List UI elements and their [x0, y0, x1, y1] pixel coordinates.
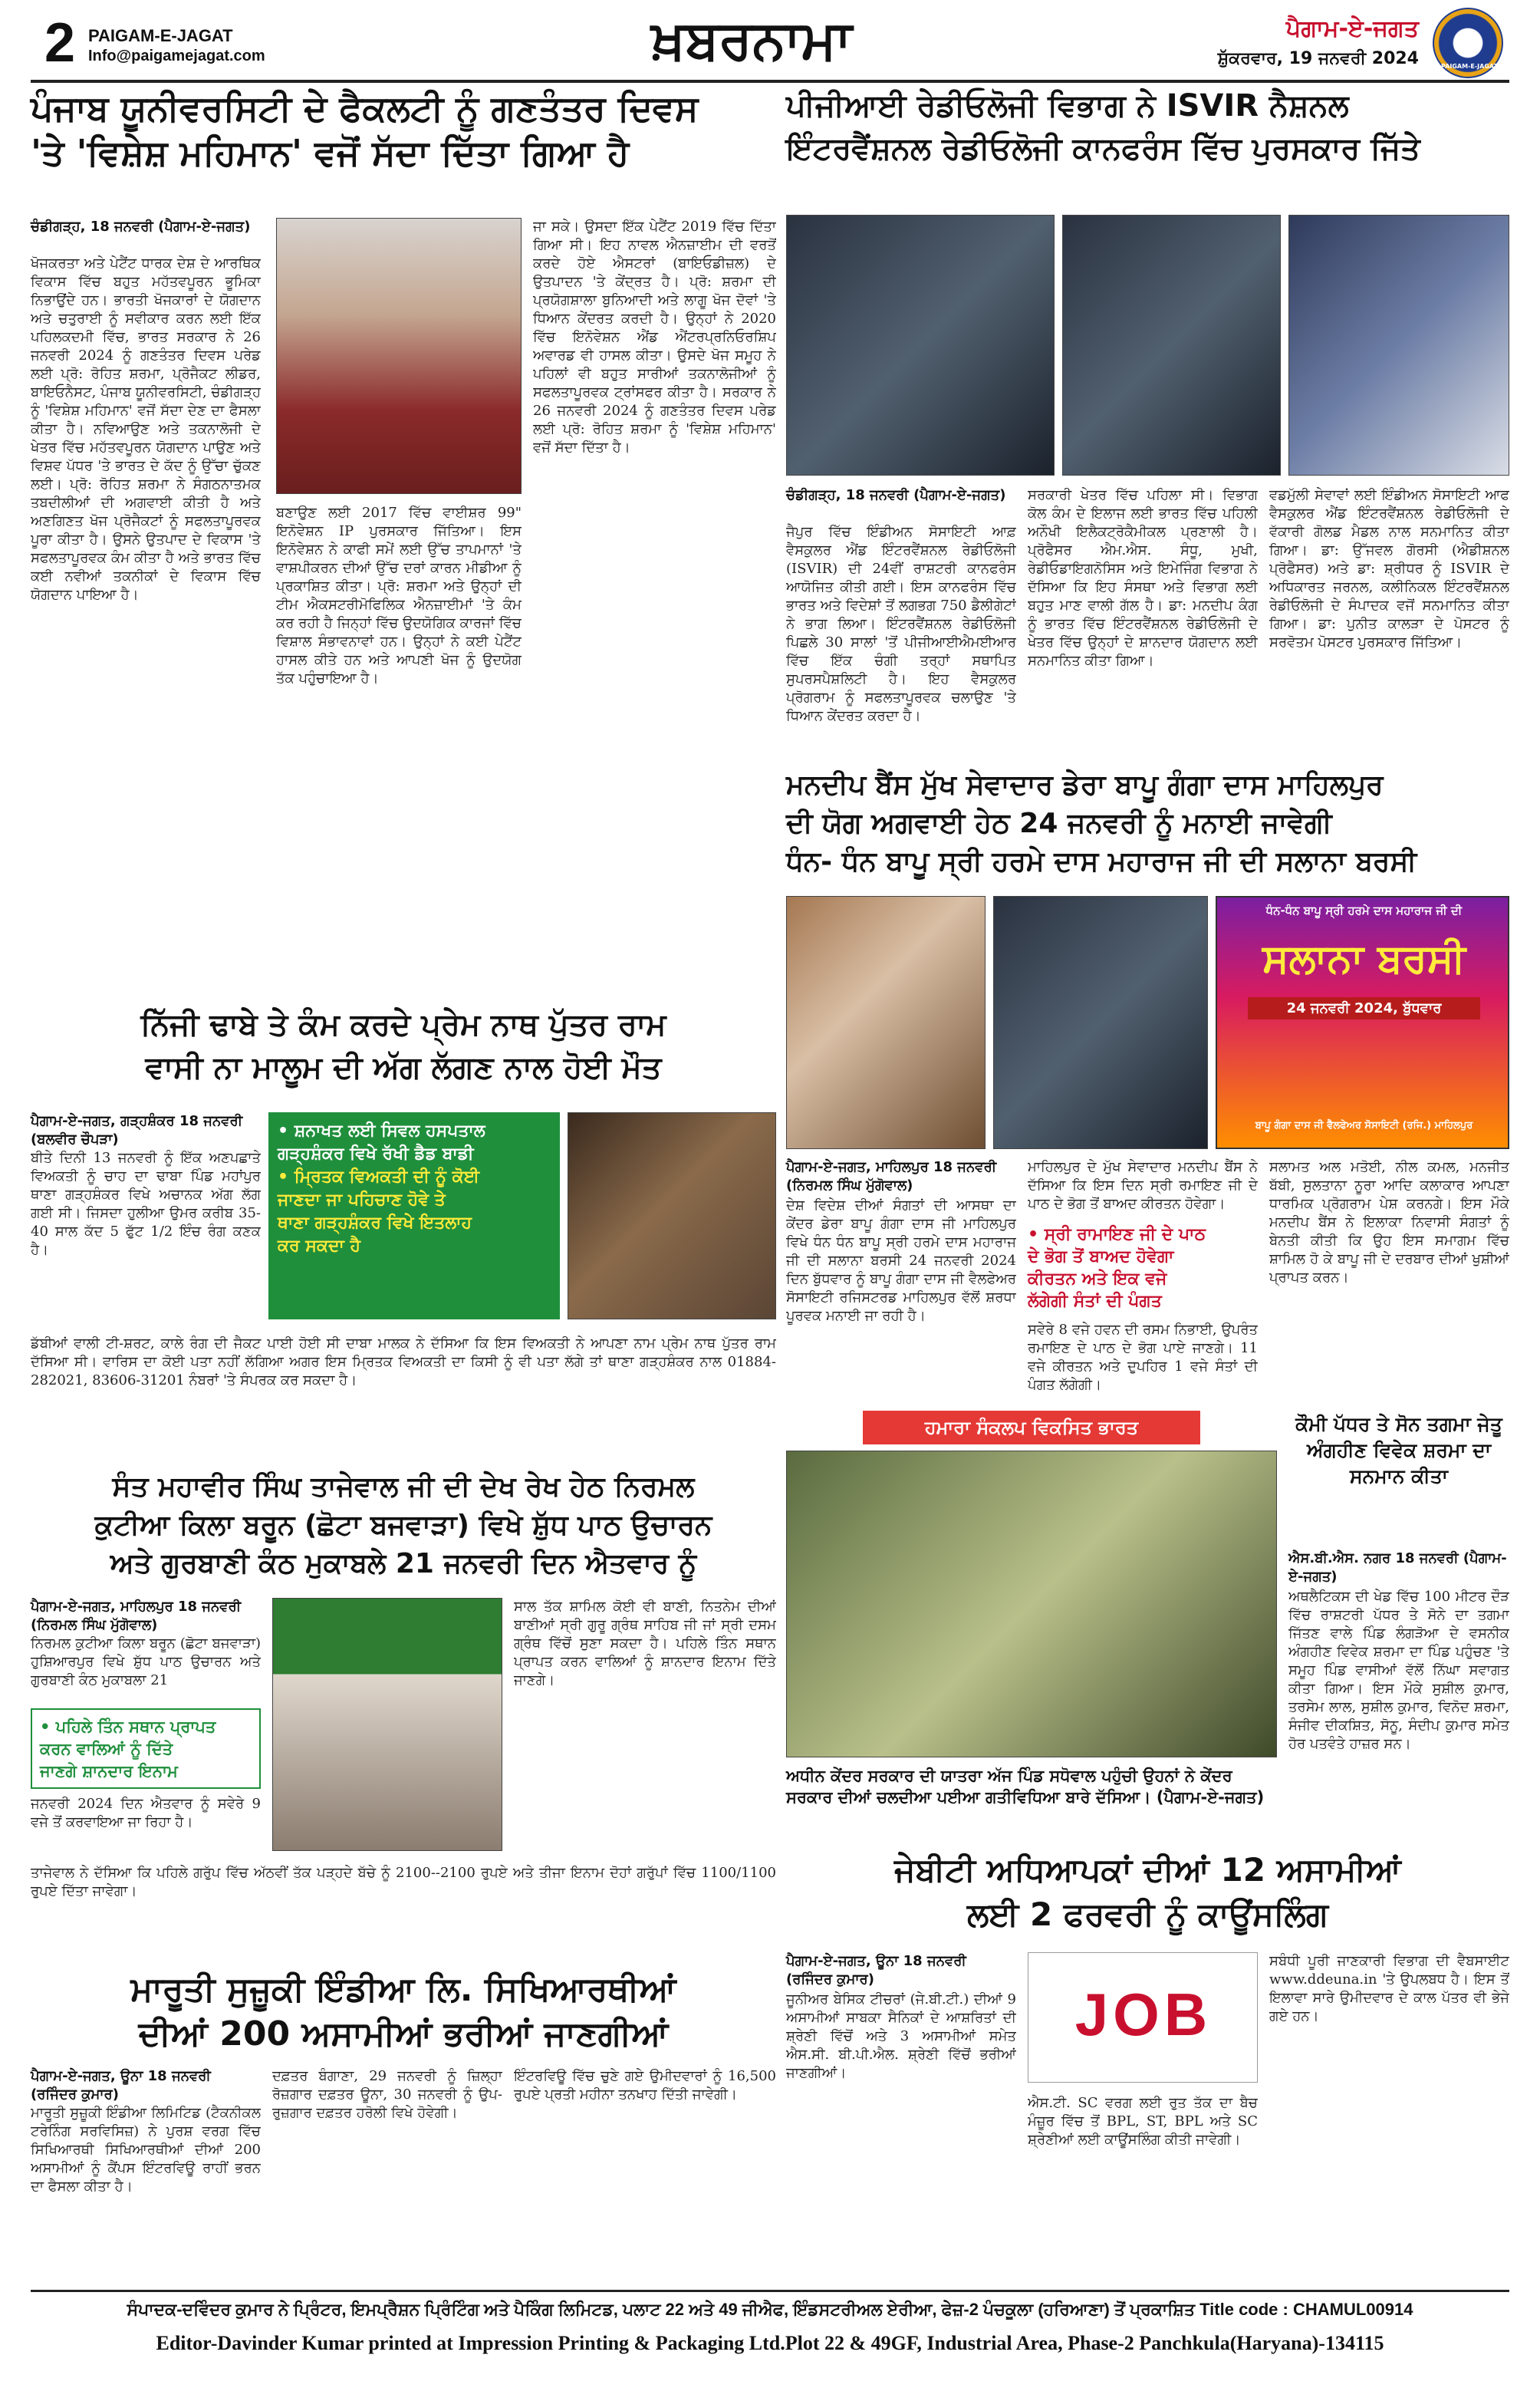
story5-bottom: ਤਾਜੇਵਾਲ ਨੇ ਦੱਸਿਆ ਕਿ ਪਹਿਲੇ ਗਰੁੱਪ ਵਿੱਚ ਅੱਠਵੀਂ ਤੱਕ ਪੜ੍ਹਦੇ ਬੱਚੇ ਨੂੰ 2100--2100 ਰੁਪਏ ਅਤੇ ਤੀਜਾ ਇਨਾਮ ਦੋਹਾਂ ਗਰੁੱਪਾਂ ਵਿੱਚ 1100/1100 ਰੁਪਏ ਦਿੱਤਾ ਜਾਵੇਗਾ। [31, 1865, 776, 1899]
logo-icon [1433, 8, 1503, 78]
story5-box-line2: ਕਰਨ ਵਾਲਿਆਂ ਨੂੰ ਦਿੱਤੇ [40, 1740, 173, 1758]
page-header [0, 0, 1540, 84]
paper-name: ਪੈਗਾਮ-ਏ-ਜਗਤ [1285, 15, 1419, 42]
award-photo-1 [786, 215, 1055, 476]
story7-dateline: ਐਸ.ਬੀ.ਐਸ. ਨਗਰ 18 ਜਨਵਰੀ (ਪੈਗਾਮ-ਏ-ਜਗਤ) [1288, 1550, 1507, 1585]
poster-date: 24 ਜਨਵਰੀ 2024, ਬੁੱਧਵਾਰ [1248, 997, 1480, 1019]
viksit-caption: ਅਧੀਨ ਕੇਂਦਰ ਸਰਕਾਰ ਦੀ ਯਾਤਰਾ ਅੱਜ ਪਿੰਡ ਸਧੋਵਾਲ ਪਹੁੰਚੀ ਉਹਨਾਂ ਨੇ ਕੇਂਦਰ ਸਰਕਾਰ ਦੀਆਂ ਚਲਦੀਆ ਪਈਆ ਗਤੀਵਿਧਿਆ ਬਾਰੇ ਦੱਸਿਆ। (ਪੈਗਾਮ-ਏ-ਜਗਤ) [786, 1767, 1265, 1807]
story9-col2: ਦਫ਼ਤਰ ਬੰਗਾਣਾ, 29 ਜਨਵਰੀ ਨੂੰ ਜ਼ਿਲ੍ਹਾ ਰੋਜ਼ਗਾਰ ਦਫ਼ਤਰ ਊਨਾ, 30 ਜਨਵਰੀ ਨੂੰ ਉਪ-ਰੁਜ਼ਗਾਰ ਦਫ਼ਤਰ ਹਰੋਲੀ ਵਿਖੇ ਹੋਵੇਗੀ। [272, 2068, 502, 2121]
portrait-photo [276, 218, 522, 494]
story5-headline-line3: ਅਤੇ ਗੁਰਬਾਣੀ ਕੰਠ ਮੁਕਾਬਲੇ 21 ਜਨਵਰੀ ਦਿਨ ਐਤਵਾਰ ਨੂੰ [110, 1548, 697, 1579]
story1-col3: ਜਾ ਸਕੇ। ਉਸਦਾ ਇੱਕ ਪੇਟੈਂਟ 2019 ਵਿੱਚ ਦਿੱਤਾ ਗਿਆ ਸੀ। ਇਹ ਨਾਵਲ ਐਨਜ਼ਾਈਮ ਦੀ ਵਰਤੋਂ ਕਰਦੇ ਹੋਏ ਐਸਟਰਾਂ (ਬਾਇਓਡੀਜ਼ਲ) ਦੇ ਉਤਪਾਦਨ 'ਤੇ ਕੇਂਦ੍ਰਤ ਹੈ। ਪ੍ਰੋ: ਸ਼ਰਮਾ ਦੀ ਪ੍ਰਯੋਗਸ਼ਾਲਾ ਬੁਨਿਆਦੀ ਅਤੇ ਲਾਗੂ ਖੋਜ ਦੋਵਾਂ 'ਤੇ ਧਿਆਨ ਕੇਂਦਰਤ ਕਰਦੀ ਹੈ। ਉਨ੍ਹਾਂ ਨੇ 2020 ਵਿੱਚ ਇਨੋਵੇਸ਼ਨ ਐਂਡ ਐਂਟਰਪ੍ਰਨਿਓਰਸ਼ਿਪ ਅਵਾਰਡ ਵੀ ਹਾਸਲ ਕੀਤਾ। ਉਸਦੇ ਖੋਜ ਸਮੂਹ ਨੇ ਪਹਿਲਾਂ ਵੀ ਬਹੁਤ ਸਾਰੀਆਂ ਤਕਨਾਲੋਜੀਆਂ ਨੂੰ ਸਫਲਤਾਪੂਰਵਕ ਟ੍ਰਾਂਸਫਰ ਕੀਤਾ ਹੈ। ਸਰਕਾਰ ਨੇ 26 ਜਨਵਰੀ 2024 ਨੂੰ ਗਣਤੰਤਰ ਦਿਵਸ ਪਰੇਡ ਲਈ ਪ੍ਰੋ: ਰੋਹਿਤ ਸ਼ਰਮਾ ਨੂੰ 'ਵਿਸ਼ੇਸ਼ ਮਹਿਮਾਨ' ਵਜੋਂ ਸੱਦਾ ਦਿੱਤਾ ਹੈ। [533, 219, 776, 456]
story5-col3: ਸਾਲ ਤੱਕ ਸ਼ਾਮਿਲ ਕੋਈ ਵੀ ਬਾਣੀ, ਨਿਤਨੇਮ ਦੀਆਂ ਬਾਣੀਆਂ ਸ੍ਰੀ ਗੁਰੂ ਗ੍ਰੰਥ ਸਾਹਿਬ ਜੀ ਜਾਂ ਸ੍ਰੀ ਦਸਮ ਗ੍ਰੰਥ ਵਿੱਚੋਂ ਸੁਣਾ ਸਕਦਾ ਹੈ। ਪਹਿਲੇ ਤਿੰਨ ਸਥਾਨ ਪ੍ਰਾਪਤ ਕਰਨ ਵਾਲਿਆਂ ਨੂੰ ਸ਼ਾਨਦਾਰ ਇਨਾਮ ਦਿੱਤੇ ਜਾਣਗੇ। [514, 1599, 776, 1688]
story4-headline-line2: ਵਾਸੀ ਨਾ ਮਾਲੂਮ ਦੀ ਅੱਗ ਲੱਗਣ ਨਾਲ ਹੋਈ ਮੌਤ [145, 1050, 662, 1085]
story4-box-line3: • ਮ੍ਰਿਤਕ ਵਿਅਕਤੀ ਦੀ ਨੂੰ ਕੋਈ [278, 1168, 480, 1187]
story9-col3: ਇੰਟਰਵਿਊ ਵਿੱਚ ਚੁਣੇ ਗਏ ਉਮੀਦਵਾਰਾਂ ਨੂੰ 16,500 ਰੁਪਏ ਪ੍ਰਤੀ ਮਹੀਨਾ ਤਨਖਾਹ ਦਿੱਤੀ ਜਾਵੇਗੀ। [514, 2068, 776, 2103]
story4-headline-line1: ਨਿੱਜੀ ਢਾਬੇ ਤੇ ਕੰਮ ਕਰਦੇ ਪ੍ਰੇਮ ਨਾਥ ਪੁੱਤਰ ਰਾਮ [140, 1007, 666, 1042]
story4-box-line6: ਕਰ ਸਕਦਾ ਹੈ [278, 1237, 360, 1256]
saint-photo [786, 896, 986, 1149]
story3-col2b: ਸਵੇਰੇ 8 ਵਜੇ ਹਵਨ ਦੀ ਰਸਮ ਨਿਭਾਈ, ਉਪਰੰਤ ਰਮਾਇਣ ਦੇ ਪਾਠ ਦੇ ਭੋਗ ਪਾਏ ਜਾਣਗੇ। 11 ਵਜੇ ਕੀਰਤਨ ਅਤੇ ਦੁਪਹਿਰ 1 ਵਜੇ ਸੰਤਾਂ ਦੀ ਪੰਗਤ ਲੱਗੇਗੀ। [1028, 1322, 1258, 1393]
poster-top-text: ਧੰਨ-ਧੰਨ ਬਾਪੂ ਸ੍ਰੀ ਹਰਮੇ ਦਾਸ ਮਹਾਰਾਜ ਜੀ ਦੀ [1265, 904, 1463, 917]
story-pu-faculty [31, 86, 776, 991]
story1-headline-line1: ਪੰਜਾਬ ਯੂਨੀਵਰਸਿਟੀ ਦੇ ਫੈਕਲਟੀ ਨੂੰ ਗਣਤੰਤਰ ਦਿਵਸ [31, 87, 699, 129]
story1-headline-line2: 'ਤੇ 'ਵਿਸ਼ੇਸ਼ ਮਹਿਮਾਨ' ਵਜੋਂ ਸੱਦਾ ਦਿੱਤਾ ਗਿਆ ਹੈ [31, 132, 630, 173]
story7-body: ਅਥਲੈਟਿਕਸ ਦੀ ਖੇਡ ਵਿੱਚ 100 ਮੀਟਰ ਦੌੜ ਵਿੱਚ ਰਾਸ਼ਟਰੀ ਪੱਧਰ ਤੇ ਸੋਨੇ ਦਾ ਤਗਮਾ ਜਿੱਤਣ ਵਾਲੇ ਪਿੰਡ ਲੰਗੜੋਆ ਦੇ ਵਸਨੀਕ ਅੰਗਹੀਣ ਵਿਵੇਕ ਸ਼ਰਮਾ ਦਾ ਪਿੰਡ ਪਹੁੰਚਣ 'ਤੇ ਸਮੂਹ ਪਿੰਡ ਵਾਸੀਆਂ ਵੱਲੋਂ ਨਿੱਘਾ ਸਵਾਗਤ ਕੀਤਾ ਗਿਆ। ਇਸ ਮੌਕੇ ਸੁਸ਼ੀਲ ਕੁਮਾਰ, ਤਰਸੇਮ ਲਾਲ, ਸੁਸ਼ੀਲ ਕੁਮਾਰ, ਵਿਨੋਦ ਸ਼ਰਮਾ, ਸੰਜੀਵ ਦੀਕਸ਼ਿਤ, ਸੋਨੂ, ਸੰਦੀਪ ਕੁਮਾਰ ਸਮੇਤ ਹੋਰ ਪਤਵੰਤੇ ਹਾਜ਼ਰ ਸਨ। [1288, 1589, 1509, 1752]
award-photo-3 [1288, 215, 1509, 476]
story9-col1: ਮਾਰੂਤੀ ਸੁਜ਼ੂਕੀ ਇੰਡੀਆ ਲਿਮਿਟਿਡ (ਟੈਕਨੀਕਲ ਟਰੇਨਿੰਗ ਸਰਵਿਸਿਜ਼) ਨੇ ਪੁਰਸ਼ ਵਰਗ ਵਿੱਚ ਸਿਖਿਆਰਥੀ ਸਿਖਿਆਰਥੀਆਂ ਦੀਆਂ 200 ਅਸਾਮੀਆਂ ਨੂੰ ਕੈਂਪਸ ਇੰਟਰਵਿਊ ਰਾਹੀਂ ਭਰਨ ਦਾ ਫੈਸਲਾ ਕੀਤਾ ਹੈ। [31, 2105, 261, 2195]
barsi-poster [1216, 896, 1509, 1149]
story5-greenbox [31, 1708, 261, 1789]
story5-col1b: ਜਨਵਰੀ 2024 ਦਿਨ ਐਤਵਾਰ ਨੂੰ ਸਵੇਰੇ 9 ਵਜੇ ਤੋਂ ਕਰਵਾਇਆ ਜਾ ਰਿਹਾ ਹੈ। [31, 1796, 261, 1830]
victim-photo [568, 1112, 776, 1319]
story4-box-line4: ਜਾਣਦਾ ਜਾ ਪਹਿਚਾਣ ਹੋਵੇ ਤੇ [278, 1191, 446, 1210]
story5-col1: ਨਿਰਮਲ ਕੁਟੀਆ ਕਿਲਾ ਬਰੂਨ (ਛੋਟਾ ਬਜਵਾੜਾ) ਹੁਸ਼ਿਆਰਪੁਰ ਵਿਖੇ ਸ਼ੁੱਧ ਪਾਠ ਉਚਾਰਨ ਅਤੇ ਗੁਰਬਾਣੀ ਕੰਠ ਮੁਕਾਬਲਾ 21 [31, 1635, 261, 1688]
story3-box-line1: • ਸ੍ਰੀ ਰਾਮਾਇਣ ਜੀ ਦੇ ਪਾਠ [1028, 1225, 1206, 1244]
story1-col1: ਖੋਜਕਰਤਾ ਅਤੇ ਪੇਟੈਂਟ ਧਾਰਕ ਦੇਸ਼ ਦੇ ਆਰਥਿਕ ਵਿਕਾਸ ਵਿੱਚ ਬਹੁਤ ਮਹੱਤਵਪੂਰਨ ਭੂਮਿਕਾ ਨਿਭਾਉਂਦੇ ਹਨ। ਭਾਰਤੀ ਖੋਜਕਾਰਾਂ ਦੇ ਯੋਗਦਾਨ ਅਤੇ ਚਤੁਰਾਈ ਨੂੰ ਸਵੀਕਾਰ ਕਰਨ ਲਈ ਇੱਕ ਪਹਿਲਕਦਮੀ ਵਿੱਚ, ਭਾਰਤ ਸਰਕਾਰ ਨੇ 26 ਜਨਵਰੀ 2024 ਨੂੰ ਗਣਤੰਤਰ ਦਿਵਸ ਪਰੇਡ ਲਈ ਪ੍ਰੋ: ਰੋਹਿਤ ਸ਼ਰਮਾ, ਪ੍ਰੋਜੈਕਟ ਲੀਡਰ, ਬਾਇਓਨੈਸਟ, ਪੰਜਾਬ ਯੂਨੀਵਰਸਿਟੀ, ਚੰਡੀਗੜ੍ਹ ਨੂੰ 'ਵਿਸ਼ੇਸ਼ ਮਹਿਮਾਨ' ਵਜੋਂ ਸੱਦਾ ਦੇਣ ਦਾ ਫੈਸਲਾ ਕੀਤਾ ਹੈ। ਨਵਿਆਉਣ ਅਤੇ ਤਕਨਾਲੋਜੀ ਦੇ ਖੇਤਰ ਵਿੱਚ ਮਹੱਤਵਪੂਰਨ ਯੋਗਦਾਨ ਪਾਉਣ ਅਤੇ ਵਿਸ਼ਵ ਪੱਧਰ 'ਤੇ ਭਾਰਤ ਦੇ ਕੱਦ ਨੂੰ ਉੱਚਾ ਚੁੱਕਣ ਲਈ। ਪ੍ਰੋ: ਰੋਹਿਤ ਸ਼ਰਮਾ ਨੇ ਸੰਗਠਨਾਤਮਕ ਤਬਦੀਲੀਆਂ ਦੀ ਅਗਵਾਈ ਕੀਤੀ ਹੈ ਅਤੇ ਅਣਗਿਣਤ ਖੋਜ ਪ੍ਰੋਜੈਕਟਾਂ ਨੂੰ ਸਫਲਤਾਪੂਰਵਕ ਪੂਰਾ ਕੀਤਾ ਹੈ। ਉਸਨੇ ਉਤਪਾਦ ਦੇ ਵਿਕਾਸ 'ਤੇ ਸਫਲਤਾਪੂਰਵਕ ਕੰਮ ਕੀਤਾ ਹੈ ਅਤੇ ਭਾਰਤ ਵਿੱਚ ਕਈ ਨਵੀਆਂ ਤਕਨੀਕਾਂ ਦੇ ਵਿਕਾਸ ਵਿੱਚ ਯੋਗਦਾਨ ਪਾਇਆ ਹੈ। [31, 255, 261, 603]
story3-box-line2: ਦੇ ਭੋਗ ਤੋਂ ਬਾਅਦ ਹੋਵੇਗਾ [1028, 1247, 1174, 1266]
story1-dateline: ਚੰਡੀਗੜ੍ਹ, 18 ਜਨਵਰੀ (ਪੈਗਾਮ-ਏ-ਜਗਤ) [31, 219, 251, 235]
viksit-banner: ਹਮਾਰਾ ਸੰਕਲਪ ਵਿਕਸਿਤ ਭਾਰਤ [863, 1411, 1200, 1444]
story2-col3: ਵਡਮੁੱਲੀ ਸੇਵਾਵਾਂ ਲਈ ਇੰਡੀਅਨ ਸੋਸਾਇਟੀ ਆਫ ਵੈਸਕੁਲਰ ਐਂਡ ਇੰਟਰਵੈਂਸ਼ਨਲ ਰੇਡੀਓਲੋਜੀ ਦੇ ਵੱਕਾਰੀ ਗੋਲਡ ਮੈਡਲ ਨਾਲ ਸਨਮਾਨਿਤ ਕੀਤਾ ਗਿਆ। ਡਾ: ਉੱਜਵਲ ਗੋਰਸੀ (ਐਡੀਸ਼ਨਲ ਪ੍ਰੋਫੈਸਰ) ਅਤੇ ਡਾ: ਸ਼੍ਰੀਧਰ ਨੂੰ ISVIR ਦੇ ਅਧਿਕਾਰਤ ਜਰਨਲ, ਕਲੀਨਿਕਲ ਇੰਟਰਵੈਂਸ਼ਨਲ ਰੇਡੀਓਲੋਜੀ ਦੇ ਸੰਪਾਦਕ ਵਜੋਂ ਸਨਮਾਨਿਤ ਕੀਤਾ ਗਿਆ। ਡਾ: ਪੁਨੀਤ ਕਾਲੜਾ ਦੇ ਪੋਸਟਰ ਨੂੰ ਸਰਵੋਤਮ ਪੋਸਟਰ ਪੁਰਸਕਾਰ ਜਿੱਤਿਆ। [1269, 487, 1509, 650]
story3-col1: ਦੇਸ਼ ਵਿਦੇਸ਼ ਦੀਆਂ ਸੰਗਤਾਂ ਦੀ ਆਸਥਾ ਦਾ ਕੇਂਦਰ ਡੇਰਾ ਬਾਪੂ ਗੰਗਾ ਦਾਸ ਜੀ ਮਾਹਿਲਪੁਰ ਵਿਖੇ ਧੰਨ ਧੰਨ ਬਾਪੂ ਸ੍ਰੀ ਹਰਮੇ ਦਾਸ ਮਹਾਰਾਜ ਜੀ ਦੀ ਸਲਾਨਾ ਬਰਸੀ 24 ਜਨਵਰੀ 2024 ਦਿਨ ਬੁੱਧਵਾਰ ਨੂੰ ਬਾਪੂ ਗੰਗਾ ਦਾਸ ਜੀ ਵੈਲਫੇਅਰ ਸੋਸਾਇਟੀ ਰਜਿਸਟਰਡ ਮਾਹਿਲਪੁਰ ਵੱਲੋਂ ਸ਼ਰਧਾ ਪੂਰਵਕ ਮਨਾਈ ਜਾ ਰਹੀ ਹੈ। [786, 1197, 1016, 1324]
sevadar-photo [993, 896, 1208, 1149]
story2-headline-line2: ਇੰਟਰਵੈਂਸ਼ਨਲ ਰੇਡੀਓਲੋਜੀ ਕਾਨਫਰੰਸ ਵਿੱਚ ਪੁਰਸਕਾਰ ਜਿੱਤੇ [786, 131, 1420, 166]
story3-box-line3: ਕੀਰਤਨ ਅਤੇ ਇਕ ਵਜੇ [1028, 1270, 1167, 1289]
story-vivek-sharma [1288, 1411, 1509, 1841]
story1-col2: ਬਣਾਉਣ ਲਈ 2017 ਵਿੱਚ ਵਾਈਸ਼ਰ 99" ਇਨੋਵੇਸ਼ਨ IP ਪੁਰਸਕਾਰ ਜਿੱਤਿਆ। ਇਸ ਇਨੋਵੇਸ਼ਨ ਨੇ ਕਾਫੀ ਸਮੇਂ ਲਈ ਉੱਚ ਤਾਪਮਾਨਾਂ 'ਤੇ ਵਾਸ਼ਪੀਕਰਨ ਦੀਆਂ ਉੱਚ ਦਰਾਂ ਕਾਰਨ ਮੀਡੀਆ ਨੂੰ ਪ੍ਰਕਾਸ਼ਿਤ ਕੀਤਾ। ਪ੍ਰੋ: ਸ਼ਰਮਾ ਅਤੇ ਉਨ੍ਹਾਂ ਦੀ ਟੀਮ ਐਕਸਟਰੀਮੋਫਿਲਿਕ ਐਨਜ਼ਾਈਮਾਂ 'ਤੇ ਕੰਮ ਕਰ ਰਹੀ ਹੈ ਜਿਨ੍ਹਾਂ ਵਿੱਚ ਉਦਯੋਗਿਕ ਕਾਰਜਾਂ ਵਿੱਚ ਵਿਸ਼ਾਲ ਸੰਭਾਵਨਾਵਾਂ ਹਨ। ਉਨ੍ਹਾਂ ਨੇ ਕਈ ਪੇਟੈਂਟ ਹਾਸਲ ਕੀਤੇ ਹਨ ਅਤੇ ਆਪਣੀ ਖੋਜ ਨੂੰ ਉਦਯੋਗ ਤੱਕ ਪਹੁੰਚਾਇਆ ਹੈ। [276, 505, 522, 687]
story4-bottom: ਡੱਬੀਆਂ ਵਾਲੀ ਟੀ-ਸ਼ਰਟ, ਕਾਲੇ ਰੰਗ ਦੀ ਜੈਕਟ ਪਾਈ ਹੋਈ ਸੀ ਦਾਬਾ ਮਾਲਕ ਨੇ ਦੱਸਿਆ ਕਿ ਇਸ ਵਿਅਕਤੀ ਨੇ ਆਪਣਾ ਨਾਮ ਪ੍ਰੇਮ ਨਾਥ ਪੁੱਤਰ ਰਾਮ ਦੱਸਿਆ ਸੀ। ਵਾਰਿਸ ਦਾ ਕੋਈ ਪਤਾ ਨਹੀਂ ਲੱਗਿਆ ਅਗਰ ਇਸ ਮ੍ਰਿਤਕ ਵਿਅਕਤੀ ਦਾ ਕਿਸੀ ਨੂੰ ਵੀ ਪਤਾ ਲੱਗੇ ਤਾਂ ਥਾਣਾ ਗੜ੍ਹਸ਼ੰਕਰ ਨਾਲ 01884-282021, 83606-31201 ਨੰਬਰਾਂ 'ਤੇ ਸੰਪਰਕ ਕਰ ਸਕਦਾ ਹੈ। [31, 1336, 776, 1388]
story9-dateline: ਪੈਗਾਮ-ਏ-ਜਗਤ, ਊਨਾ 18 ਜਨਵਰੀ (ਰਜਿੰਦਰ ਕੁਮਾਰ) [31, 2068, 211, 2103]
story9-col4: ਐਸ.ਟੀ. SC ਵਰਗ ਲਈ ਰੁਤ ਤੱਕ ਦਾ ਬੈਚ ਮੰਜ਼ੂਰ ਵਿੱਚ ਤੋਂ BPL, ST, BPL ਅਤੇ SC ਸ਼੍ਰੇਣੀਆਂ ਲਈ ਕਾਊਂਸਲਿੰਗ ਕੀਤੀ ਜਾਵੇਗੀ। [1028, 2095, 1258, 2148]
story5-box-line3: ਜਾਣਗੇ ਸ਼ਾਨਦਾਰ ਇਨਾਮ [40, 1762, 178, 1780]
footer-line1: ਸੰਪਾਦਕ-ਦਵਿੰਦਰ ਕੁਮਾਰ ਨੇ ਪ੍ਰਿੰਟਰ, ਇਮਪ੍ਰੈਸ਼ਨ ਪ੍ਰਿੰਟਿੰਗ ਅਤੇ ਪੈਕਿੰਗ ਲਿਮਿਟਡ, ਪਲਾਟ 22 ਅਤੇ 49 ਜੀਐਫ, ਇੰਡਸਟਰੀਅਲ ਏਰੀਆ, ਫੇਜ਼-2 ਪੰਚਕੂਲਾ (ਹਰਿਆਣਾ) ਤੋਂ ਪ੍ਰਕਾਸ਼ਿਤ Title code : CHAMUL00914 [127, 2300, 1413, 2319]
sant-photo [272, 1598, 502, 1851]
footer [31, 2290, 1509, 2374]
story2-dateline: ਚੰਡੀਗੜ੍ਹ, 18 ਜਨਵਰੀ (ਪੈਗਾਮ-ਏ-ਜਗਤ) [786, 487, 1006, 503]
story4-box-line5: ਥਾਣਾ ਗੜ੍ਹਸ਼ੰਕਰ ਵਿਖੇ ਇਤਲਾਹ [278, 1214, 472, 1233]
story-viksit-bharat [786, 1408, 1277, 1837]
story5-box-line1: • ਪਹਿਲੇ ਤਿੰਨ ਸਥਾਨ ਪ੍ਰਾਪਤ [40, 1718, 216, 1736]
header-rule [31, 80, 1509, 83]
story-fire-death [31, 997, 776, 1457]
job-text: JOB [1074, 1981, 1213, 2048]
story4-box-line2: ਗੜ੍ਹਸ਼ੰਕਰ ਵਿਖੇ ਰੱਖੀ ਡੈਡ ਬਾਡੀ [278, 1145, 474, 1164]
story3-col2: ਮਾਹਿਲਪੁਰ ਦੇ ਮੁੱਖ ਸੇਵਾਦਾਰ ਮਨਦੀਪ ਬੈਂਸ ਨੇ ਦੱਸਿਆ ਕਿ ਇਸ ਦਿਨ ਸ੍ਰੀ ਰਮਾਇਣ ਜੀ ਦੇ ਪਾਠ ਦੇ ਭੋਗ ਤੋਂ ਬਾਅਦ ਕੀਰਤਨ ਹੋਵੇਗਾ। [1028, 1159, 1258, 1212]
story4-box-line1: • ਸ਼ਨਾਖਤ ਲਈ ਸਿਵਲ ਹਸਪਤਾਲ [278, 1121, 485, 1141]
story4-dateline: ਪੈਗਾਮ-ਏ-ਜਗਤ, ਗੜ੍ਹਸ਼ੰਕਰ 18 ਜਨਵਰੀ (ਬਲਵੀਰ ਚੌਪੜਾ) [31, 1113, 243, 1148]
story2-col2: ਸਰਕਾਰੀ ਖੇਤਰ ਵਿੱਚ ਪਹਿਲਾ ਸੀ। ਵਿਭਾਗ ਕੋਲ ਕੰਮ ਦੇ ਇਲਾਜ ਲਈ ਭਾਰਤ ਵਿੱਚ ਪਹਿਲੀ ਅਨੌਖੀ ਇਲੈਕਟ੍ਰੋਕੈਮੀਕਲ ਪ੍ਰਣਾਲੀ ਹੈ। ਪ੍ਰੋਫੈਸਰ ਐਮ.ਐਸ. ਸੰਧੂ, ਮੁਖੀ, ਰੇਡੀਓਡਾਇਗਨੋਸਿਸ ਅਤੇ ਇਮੇਜਿੰਗ ਵਿਭਾਗ ਨੇ ਦੱਸਿਆ ਕਿ ਇਹ ਸੰਸਥਾ ਅਤੇ ਵਿਭਾਗ ਲਈ ਬਹੁਤ ਮਾਣ ਵਾਲੀ ਗੱਲ ਹੈ। ਡਾ: ਮਨਦੀਪ ਕੰਗ ਨੂੰ ਭਾਰਤ ਵਿੱਚ ਇੰਟਰਵੈਂਸ਼ਨਲ ਰੇਡੀਓਲੋਜੀ ਦੇ ਖੇਤਰ ਵਿੱਚ ਉਨ੍ਹਾਂ ਦੇ ਸ਼ਾਨਦਾਰ ਯੋਗਦਾਨ ਲਈ ਸਨਮਾਨਿਤ ਕੀਤਾ ਗਿਆ। [1028, 487, 1258, 669]
poster-bottom: ਬਾਪੂ ਗੰਗਾ ਦਾਸ ਜੀ ਵੈਲਫੇਅਰ ਸੋਸਾਇਟੀ (ਰਜਿ.) ਮਾਹਿਲਪੁਰ [1255, 1120, 1473, 1131]
footer-line2: Editor-Davinder Kumar printed at Impression Printing & Packaging Ltd.Plot 22 & 49GF, Industrial Area, Phase-2 Panchkula(Haryana)-134115 [156, 2332, 1384, 2354]
story8-dateline: ਪੈਗਾਮ-ਏ-ਜਗਤ, ਊਨਾ 18 ਜਨਵਰੀ (ਰਜਿੰਦਰ ਕੁਮਾਰ) [786, 1953, 966, 1988]
story4-col1: ਬੀਤੇ ਦਿਨੀ 13 ਜਨਵਰੀ ਨੂੰ ਇੱਕ ਅਣਪਛਾਤੇ ਵਿਅਕਤੀ ਨੂੰ ਚਾਹ ਦਾ ਢਾਬਾ ਪਿੰਡ ਮਹਾਂਪੁਰ ਥਾਣਾ ਗੜ੍ਹਸ਼ੰਕਰ ਵਿਖੇ ਅਚਾਨਕ ਅੱਗ ਲੱਗ ਗਈ ਸੀ। ਜਿਸਦਾ ਹੁਲੀਆ ਉਮਰ ਕਰੀਬ 35-40 ਸਾਲ ਕੱਦ 5 ਫੁੱਟ 1/2 ਇੰਚ ਰੰਗ ਕਣਕ ਹੈ। [31, 1150, 261, 1258]
story8-headline-line2: ਲਈ 2 ਫਰਵਰੀ ਨੂੰ ਕਾਊਂਸਲਿੰਗ [967, 1895, 1328, 1933]
story8-headline-line1: ਜੇਬੀਟੀ ਅਧਿਆਪਕਾਂ ਦੀਆਂ 12 ਅਸਾਮੀਆਂ [894, 1851, 1401, 1889]
story2-headline-line1: ਪੀਜੀਆਈ ਰੇਡੀਓਲੋਜੀ ਵਿਭਾਗ ਨੇ ISVIR ਨੈਸ਼ਨਲ [786, 88, 1349, 124]
story3-headline-line1: ਮਨਦੀਪ ਬੈਂਸ ਮੁੱਖ ਸੇਵਾਦਾਰ ਡੇਰਾ ਬਾਪੂ ਗੰਗਾ ਦਾਸ ਮਾਹਿਲਪੁਰ [786, 769, 1384, 801]
story8-col2: ਸਬੰਧੀ ਪੂਰੀ ਜਾਣਕਾਰੀ ਵਿਭਾਗ ਦੀ ਵੈਬਸਾਈਟ www.ddeuna.in 'ਤੇ ਉਪਲਬਧ ਹੈ। ਇਸ ਤੋਂ ਇਲਾਵਾ ਸਾਰੇ ਉਮੀਦਵਾਰ ਦੇ ਕਾਲ ਪੱਤਰ ਵੀ ਭੇਜੇ ਗਏ ਹਨ। [1269, 1953, 1509, 2024]
viksit-photo [786, 1451, 1277, 1757]
issue-date: ਸ਼ੁੱਕਰਵਾਰ, 19 ਜਨਵਰੀ 2024 [1217, 49, 1419, 68]
story4-greenbox [268, 1112, 560, 1319]
story2-col1: ਜੈਪੁਰ ਵਿੱਚ ਇੰਡੀਅਨ ਸੋਸਾਇਟੀ ਆਫ਼ ਵੈਸਕੁਲਰ ਐਂਡ ਇੰਟਰਵੈਂਸ਼ਨਲ ਰੇਡੀਓਲੋਜੀ (ISVIR) ਦੀ 24ਵੀਂ ਰਾਸ਼ਟਰੀ ਕਾਨਫਰੰਸ ਆਯੋਜਿਤ ਕੀਤੀ ਗਈ। ਇਸ ਕਾਨਫਰੰਸ ਵਿੱਚ ਭਾਰਤ ਅਤੇ ਵਿਦੇਸ਼ਾਂ ਤੋਂ ਲਗਭਗ 750 ਡੈਲੀਗੇਟਾਂ ਨੇ ਭਾਗ ਲਿਆ। ਇੰਟਰਵੈਂਸ਼ਨਲ ਰੇਡੀਓਲੋਜੀ ਪਿਛਲੇ 30 ਸਾਲਾਂ 'ਤੋਂ ਪੀਜੀਆਈਐਮਈਆਰ ਵਿੱਚ ਇੱਕ ਚੰਗੀ ਤਰ੍ਹਾਂ ਸਥਾਪਿਤ ਸੁਪਰਸਪੈਸ਼ਲਿਟੀ ਹੈ। ਇਹ ਵੈਸਕੁਲਰ ਪ੍ਰੋਗਰਾਮ ਨੂੰ ਸਫਲਤਾਪੂਰਵਕ ਚਲਾਉਣ 'ਤੇ ਧਿਆਨ ਕੇਂਦਰਤ ਕਰਦਾ ਹੈ। [786, 524, 1016, 724]
page-number: 2 [44, 12, 76, 74]
story-gurbani-competition [31, 1469, 776, 1960]
poster-title: ਸਲਾਨਾ ਬਰਸੀ [1262, 936, 1466, 982]
story-maruti-suzuki [31, 1968, 776, 2274]
email[interactable]: Info@paigamejagat.com [88, 48, 265, 64]
story5-headline-line2: ਕੁਟੀਆ ਕਿਲਾ ਬਰੂਨ (ਛੋਟਾ ਬਜਵਾੜਾ) ਵਿਖੇ ਸ਼ੁੱਧ ਪਾਠ ਉਚਾਰਨ [94, 1510, 712, 1541]
masthead-title: ਖ਼ਬਰਨਾਮਾ [651, 8, 852, 71]
story9-headline-line1: ਮਾਰੂਤੀ ਸੁਜ਼ੂਕੀ ਇੰਡੀਆ ਲਿ. ਸਿਖਿਆਰਥੀਆਂ [130, 1970, 676, 2009]
story3-dateline: ਪੈਗਾਮ-ਏ-ਜਗਤ, ਮਾਹਿਲਪੁਰ 18 ਜਨਵਰੀ (ਨਿਰਮਲ ਸਿੰਘ ਮੁੱਗੋਵਾਲ) [786, 1159, 997, 1194]
job-graphic [1028, 1952, 1258, 2083]
story3-highlight [1028, 1224, 1258, 1316]
story5-dateline: ਪੈਗਾਮ-ਏ-ਜਗਤ, ਮਾਹਿਲਪੁਰ 18 ਜਨਵਰੀ (ਨਿਰਮਲ ਸਿੰਘ ਮੁੱਗੋਵਾਲ) [31, 1599, 242, 1633]
award-photo-2 [1062, 215, 1281, 476]
story3-box-line4: ਲੱਗੇਗੀ ਸੰਤਾਂ ਦੀ ਪੰਗਤ [1028, 1292, 1162, 1311]
story3-headline-line2: ਦੀ ਯੋਗ ਅਗਵਾਈ ਹੇਠ 24 ਜਨਵਰੀ ਨੂੰ ਮਨਾਈ ਜਾਵੇਗੀ [786, 808, 1332, 839]
story7-headline: ਕੌਮੀ ਪੱਧਰ ਤੇ ਸੋਨ ਤਗਮਾ ਜੇਤੂ ਅੰਗਹੀਣ ਵਿਵੇਕ ਸ਼ਰਮਾ ਦਾ ਸਨਮਾਨ ਕੀਤਾ [1295, 1413, 1502, 1487]
story5-headline-line1: ਸੰਤ ਮਹਾਵੀਰ ਸਿੰਘ ਤਾਜੇਵਾਲ ਜੀ ਦੀ ਦੇਖ ਰੇਖ ਹੇਠ ਨਿਰਮਲ [112, 1471, 695, 1503]
brand-name: PAIGAM-E-JAGAT [88, 26, 233, 45]
story8-col1: ਜੂਨੀਅਰ ਬੇਸਿਕ ਟੀਚਰਾਂ (ਜੇ.ਬੀ.ਟੀ.) ਦੀਆਂ 9 ਅਸਾਮੀਆਂ ਸਾਬਕਾ ਸੈਨਿਕਾਂ ਦੇ ਆਸ਼ਰਿਤਾਂ ਦੀ ਸ਼੍ਰੇਣੀ ਵਿੱਚੋਂ ਅਤੇ 3 ਅਸਾਮੀਆਂ ਸਮੇਤ ਐਸ.ਸੀ. ਬੀ.ਪੀ.ਐਲ. ਸ਼੍ਰੇਣੀ ਵਿੱਚੋਂ ਭਰੀਆਂ ਜਾਣਗੀਆਂ। [786, 1991, 1016, 2081]
story3-headline-line3: ਧੰਨ- ਧੰਨ ਬਾਪੂ ਸ੍ਰੀ ਹਰਮੇ ਦਾਸ ਮਹਾਰਾਜ ਜੀ ਦੀ ਸਲਾਨਾ ਬਰਸੀ [786, 846, 1417, 878]
logo-text: PAIGAM-E-JAGAT [1441, 63, 1498, 70]
story9-headline-line2: ਦੀਆਂ 200 ਅਸਾਮੀਆਂ ਭਰੀਆਂ ਜਾਣਗੀਆਂ [138, 2014, 669, 2054]
story3-col3: ਸਲਾਮਤ ਅਲ ਮਤੋਈ, ਨੀਲ ਕਮਲ, ਮਨਜੀਤ ਬੱਬੀ, ਸੁਲਤਾਨਾ ਨੂਰਾ ਆਦਿ ਕਲਾਕਾਰ ਆਪਣਾ ਧਾਰਮਿਕ ਪ੍ਰੋਗਰਾਮ ਪੇਸ਼ ਕਰਨਗੇ। ਇਸ ਮੌਕੇ ਮਨਦੀਪ ਬੈਂਸ ਨੇ ਇਲਾਕਾ ਨਿਵਾਸੀ ਸੰਗਤਾਂ ਨੂੰ ਬੇਨਤੀ ਕੀਤੀ ਕਿ ਉਹ ਇਸ ਸਮਾਗਮ ਵਿੱਚ ਸ਼ਾਮਿਲ ਹੋ ਕੇ ਬਾਪੂ ਜੀ ਦੇ ਦਰਬਾਰ ਦੀਆਂ ਖੁਸ਼ੀਆਂ ਪ੍ਰਾਪਤ ਕਰਨ। [1269, 1159, 1509, 1286]
story-pgi-radiology [786, 86, 1509, 761]
